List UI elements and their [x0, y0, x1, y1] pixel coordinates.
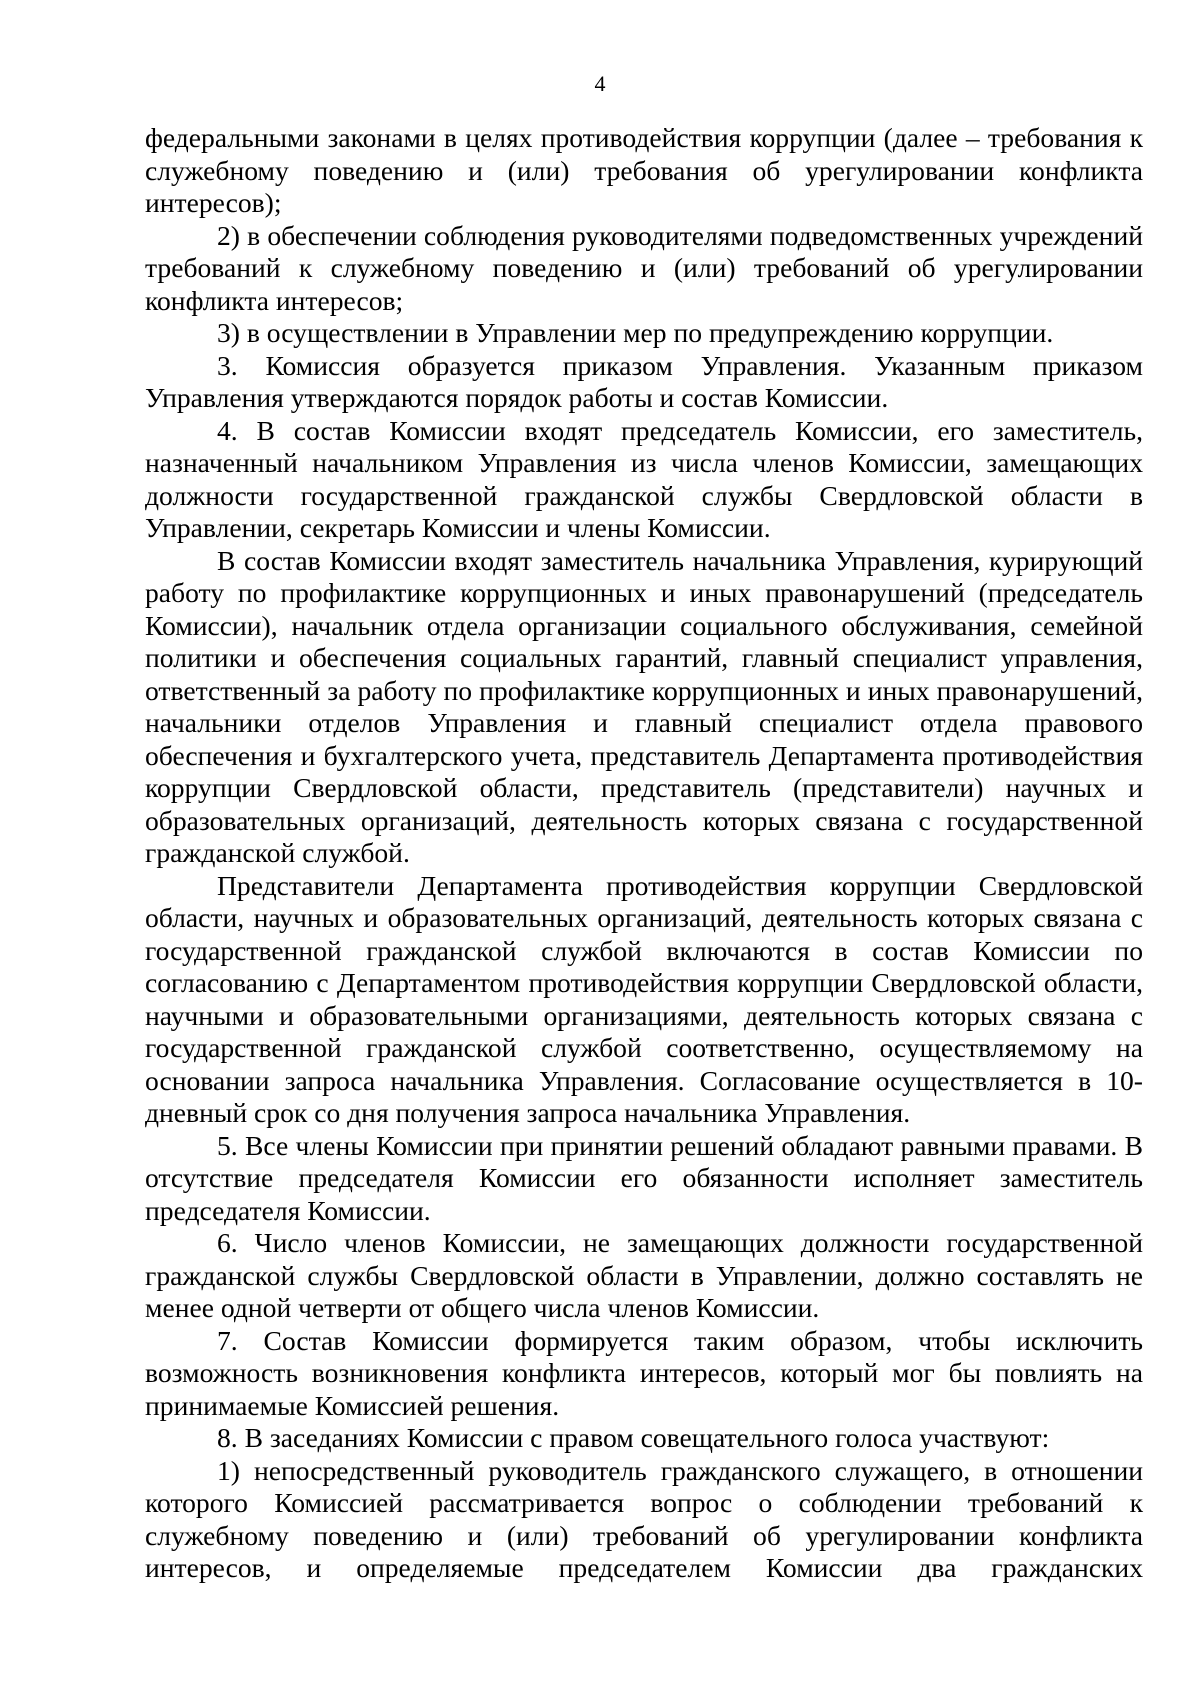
paragraph-section-5: 5. Все члены Комиссии при принятии решений обладают равными правами. В отсутствие председателя Комиссии его обязанности исполняет заместитель председателя Комиссии.: [145, 1129, 1143, 1226]
paragraph-representatives: Представители Департамента противодействия коррупции Свердловской области, научных и образовательных организаций, деятельность которых связана с государственной гражданской службой включаются в состав Комиссии по согласованию с Департаментом противодействия коррупции Свердловской области, научными и образовательными организациями, деятельность которых связана с государственной гражданской службой соответственно, осуществляемому на основании запроса начальника Управления. Согласование осуществляется в 10-дневный срок со дня получения запроса начальника Управления.: [145, 869, 1143, 1128]
paragraph-item-3: 3) в осуществлении в Управлении мер по предупреждению коррупции.: [217, 317, 1054, 348]
page-number: 4: [594, 71, 606, 96]
paragraph-section-4: 4. В состав Комиссии входят председатель Комиссии, его заместитель, назначенный начальником Управления из числа членов Комиссии, замещающих должности государственной гражданской службы Свердловской области в Управлении, секретарь Комиссии и члены Комиссии.: [145, 414, 1143, 543]
paragraph-commission-composition: В состав Комиссии входят заместитель начальника Управления, курирующий работу по профилактике коррупционных и иных правонарушений (председатель Комиссии), начальник отдела организации социального обслуживания, семейной политики и обеспечения социальных гарантий, главный специалист управления, ответственный за работу по профилактике коррупционных и иных правонарушений, начальники отделов Управления и главный специалист отдела правового обеспечения и бухгалтерского учета, представитель Департамента противодействия коррупции Свердловской области, представитель (представители) научных и образовательных организаций, деятельность которых связана с государственной гражданской службой.: [145, 544, 1143, 868]
document-body: [145, 122, 1143, 1585]
paragraph-continuation: федеральными законами в целях противодействия коррупции (далее – требования к служебному поведению и (или) требования об урегулировании конфликта интересов);: [145, 122, 1143, 218]
paragraph-section-7: 7. Состав Комиссии формируется таким образом, чтобы исключить возможность возникновения конфликта интересов, который мог бы повлиять на принимаемые Комиссией решения.: [145, 1324, 1143, 1421]
paragraph-section-8-item-1: 1) непосредственный руководитель гражданского служащего, в отношении которого Комиссией рассматривается вопрос о соблюдении требований к служебному поведению и (или) требований об урегулировании конфликта интересов, и определяемые председателем Комиссии два гражданских: [145, 1454, 1143, 1583]
paragraph-section-8: 8. В заседаниях Комиссии с правом совещательного голоса участвуют:: [217, 1422, 1050, 1453]
paragraph-section-6: 6. Число членов Комиссии, не замещающих должности государственной гражданской службы Свердловской области в Управлении, должно составлять не менее одной четверти от общего числа членов Комиссии.: [145, 1227, 1143, 1323]
paragraph-item-2: 2) в обеспечении соблюдения руководителями подведомственных учреждений требований к служебному поведению и (или) требований об урегулировании конфликта интересов;: [145, 219, 1143, 316]
paragraph-section-3: 3. Комиссия образуется приказом Управления. Указанным приказом Управления утверждаются порядок работы и состав Комиссии.: [145, 349, 1143, 413]
